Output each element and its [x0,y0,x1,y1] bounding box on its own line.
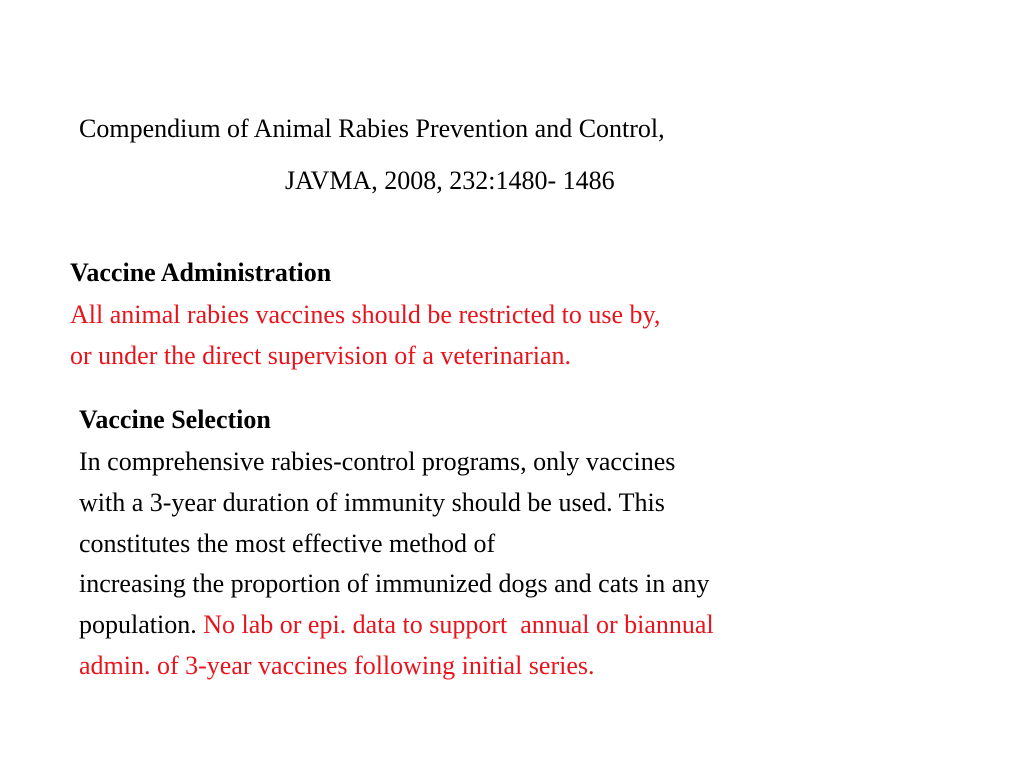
selection-text-line-1: In comprehensive rabies-control programs, only vaccines [79,447,676,476]
selection-text-line-5-black: population. [79,610,204,639]
selection-text-line-4: increasing the proportion of immunized dogs and cats in any [79,569,710,598]
citation-reference: JAVMA, 2008, 232:1480- 1486 [285,166,615,195]
selection-text-line-5-red: No lab or epi. data to support annual or biannual [203,610,714,639]
selection-text-line-2: with a 3-year duration of immunity should be used. This [79,488,665,517]
citation-title: Compendium of Animal Rabies Prevention and Control, [79,114,665,143]
administration-text-line-2: or under the direct supervision of a veterinarian. [70,341,572,370]
selection-text-line-6: admin. of 3-year vaccines following initial series. [79,651,595,680]
selection-text-line-3: constitutes the most effective method of [79,529,496,558]
administration-text-line-1: All animal rabies vaccines should be restricted to use by, [70,300,661,329]
administration-heading: Vaccine Administration [70,258,332,287]
selection-heading: Vaccine Selection [79,405,271,434]
selection-text-line-5 [79,610,714,640]
